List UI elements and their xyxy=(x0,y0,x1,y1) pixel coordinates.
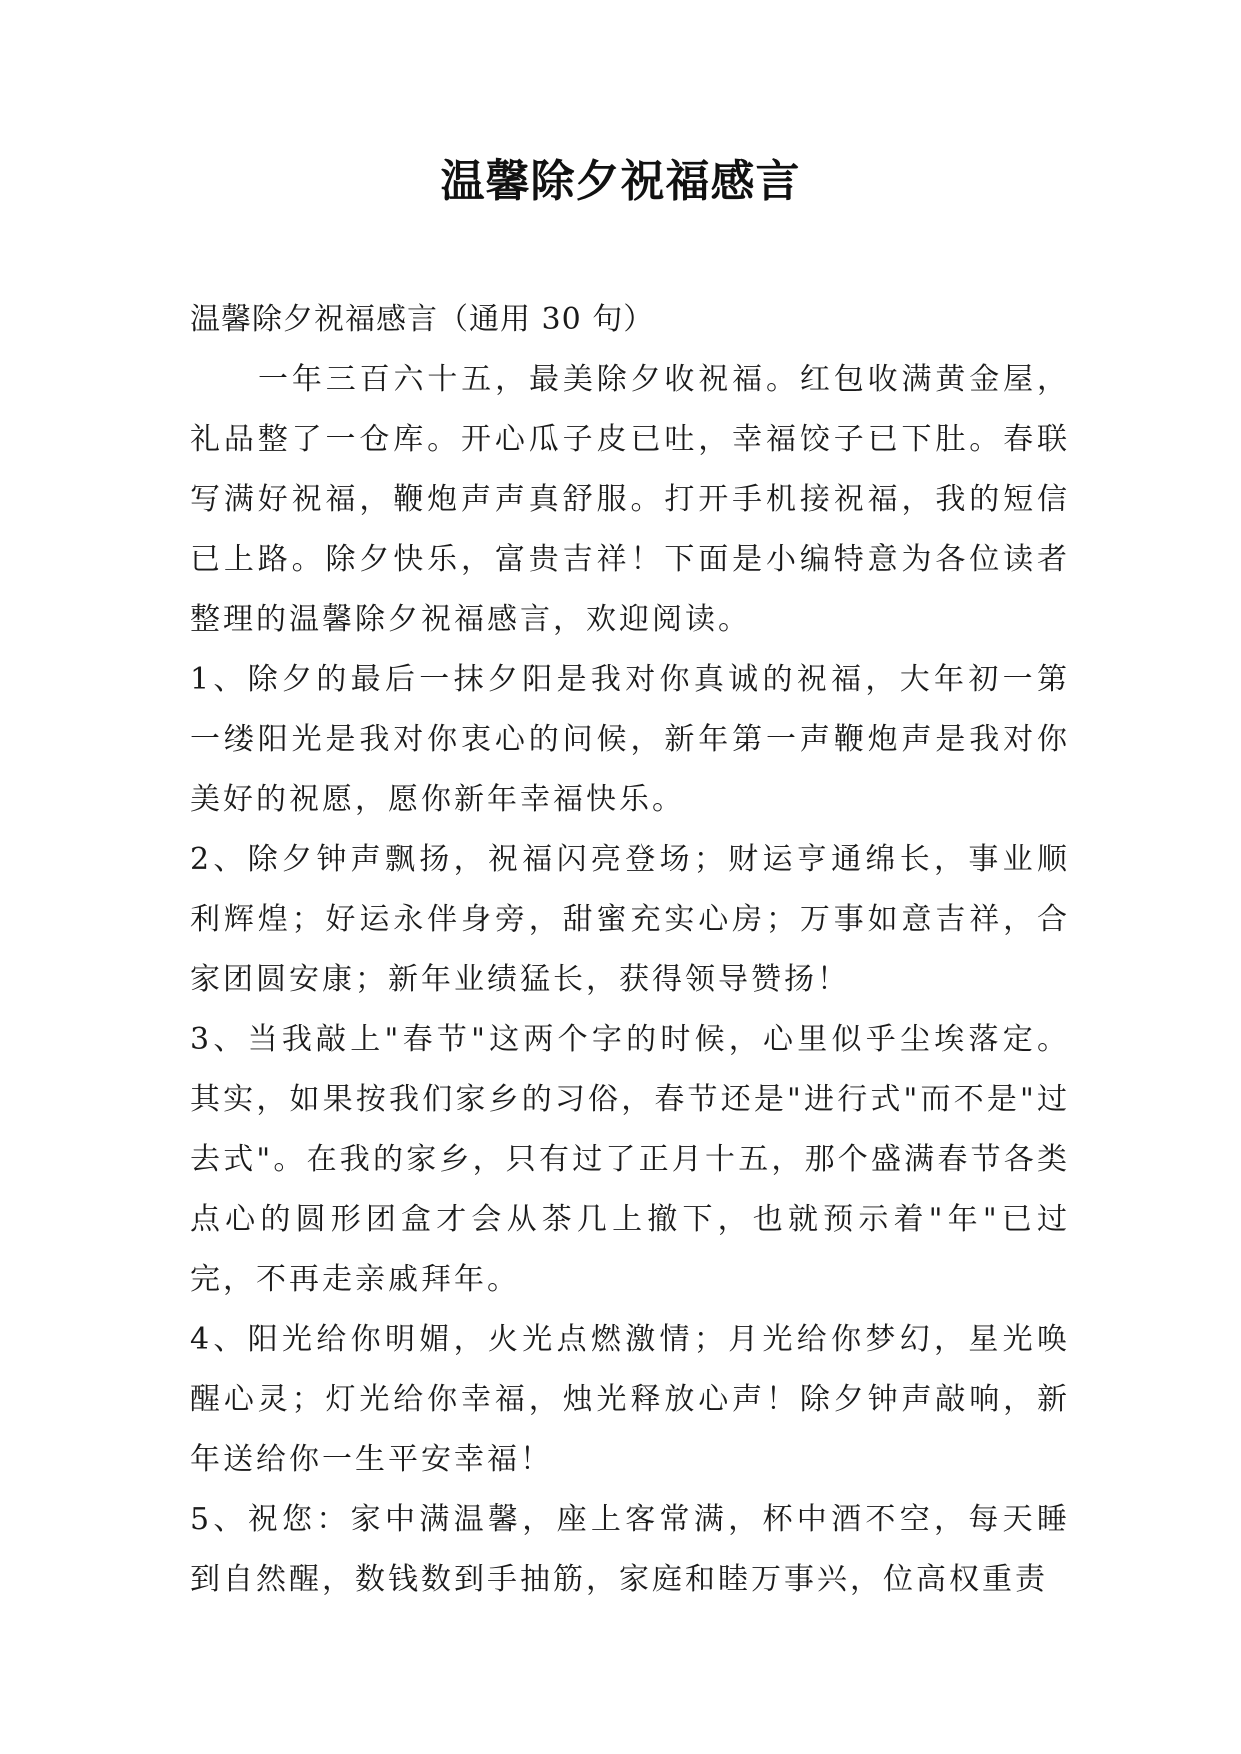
blessing-item-5: 5、祝您：家中满温馨，座上客常满，杯中酒不空，每天睡到自然醒，数钱数到手抽筋，家庭和睦万事兴，位高权重责 xyxy=(190,1502,1070,1597)
document-body xyxy=(190,290,1070,1610)
document-subtitle: 温馨除夕祝福感言（通用 30 句） xyxy=(190,302,655,337)
intro-paragraph: 一年三百六十五，最美除夕收祝福。红包收满黄金屋，礼品整了一仓库。开心瓜子皮已吐，幸福饺子已下肚。春联写满好祝福，鞭炮声声真舒服。打开手机接祝福，我的短信已上路。除夕快乐，富贵吉祥！下面是小编特意为各位读者整理的温馨除夕祝福感言，欢迎阅读。 xyxy=(190,362,1070,637)
blessing-item-1: 1、除夕的最后一抹夕阳是我对你真诚的祝福，大年初一第一缕阳光是我对你衷心的问候，新年第一声鞭炮声是我对你美好的祝愿，愿你新年幸福快乐。 xyxy=(190,662,1070,817)
blessing-item-2: 2、除夕钟声飘扬，祝福闪亮登场；财运亨通绵长，事业顺利辉煌；好运永伴身旁，甜蜜充实心房；万事如意吉祥，合家团圆安康；新年业绩猛长，获得领导赞扬！ xyxy=(190,842,1070,997)
blessing-item-3: 3、当我敲上"春节"这两个字的时候，心里似乎尘埃落定。其实，如果按我们家乡的习俗，春节还是"进行式"而不是"过去式"。在我的家乡，只有过了正月十五，那个盛满春节各类点心的圆形团盒才会从茶几上撤下，也就预示着"年"已过完，不再走亲戚拜年。 xyxy=(190,1022,1070,1297)
blessing-item-4: 4、阳光给你明媚，火光点燃激情；月光给你梦幻，星光唤醒心灵；灯光给你幸福，烛光释放心声！除夕钟声敲响，新年送给你一生平安幸福！ xyxy=(190,1322,1070,1477)
document-title: 温馨除夕祝福感言 xyxy=(440,156,801,207)
